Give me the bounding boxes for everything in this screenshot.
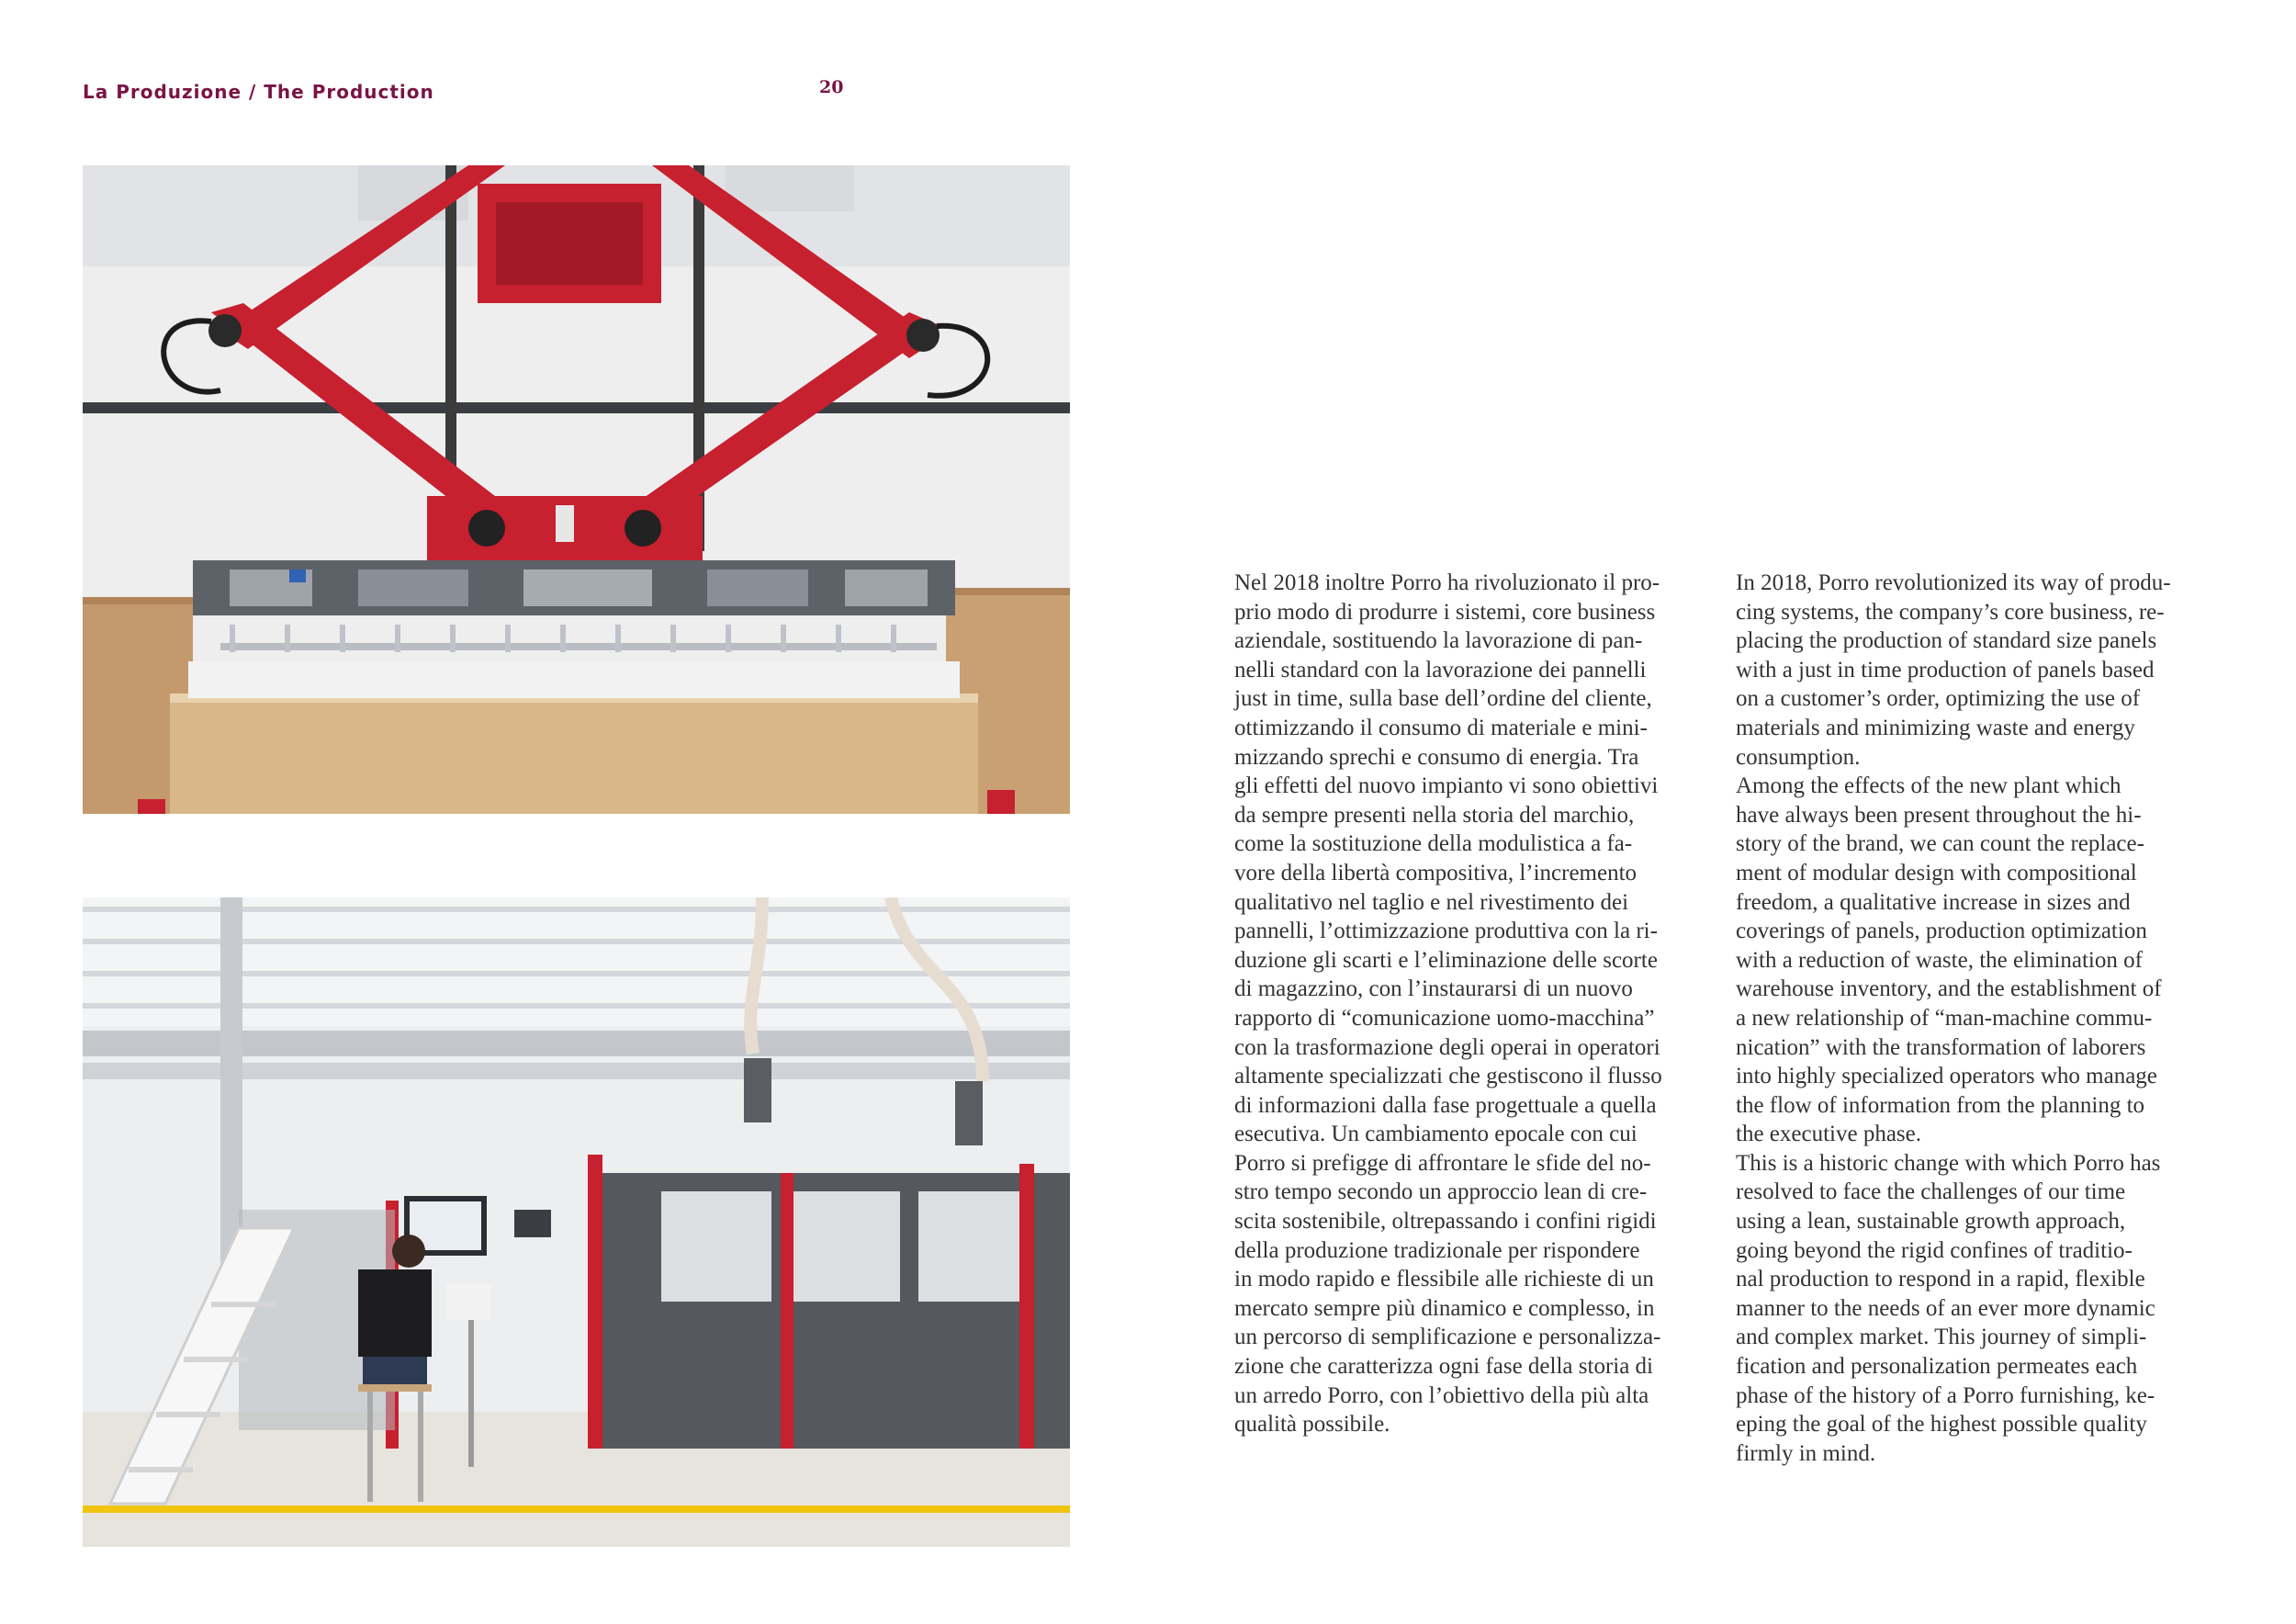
- text-line: eping the goal of the highest possible quality: [1736, 1412, 2147, 1438]
- text-line: using a lean, sustainable growth approach,: [1736, 1209, 2126, 1235]
- text-line: coverings of panels, production optimization: [1736, 919, 2147, 944]
- text-line: and complex market. This journey of simpli-: [1736, 1325, 2147, 1350]
- text-line: Among the effects of the new plant which: [1736, 773, 2122, 799]
- text-line: un arredo Porro, con l’obiettivo della più alta: [1234, 1382, 1649, 1408]
- text-line: pannelli, l’ottimizzazione produttiva con la ri-: [1234, 919, 1658, 944]
- italian-text-column: [1234, 569, 1735, 1439]
- text-line: da sempre presenti nella storia del marchio,: [1234, 802, 1635, 828]
- text-line: Nel 2018 inoltre Porro ha rivoluzionato il pro-: [1234, 570, 1660, 595]
- text-line: con la trasformazione degli operai in operatori: [1234, 1034, 1660, 1060]
- text-line: aziendale, sostituendo la lavorazione di pan-: [1234, 628, 1643, 654]
- text-line: with a just in time production of panels based: [1736, 657, 2155, 682]
- text-line: esecutiva. Un cambiamento epocale con cui: [1234, 1122, 1638, 1147]
- text-line: nication” with the transformation of laborers: [1736, 1034, 2146, 1060]
- text-line: zione che caratterizza ogni fase della storia di: [1234, 1354, 1654, 1380]
- text-line: story of the brand, we can count the replace-: [1736, 831, 2144, 857]
- text-line: della produzione tradizionale per rispondere: [1234, 1237, 1640, 1263]
- text-line: un percorso di semplificazione e personalizza-: [1234, 1325, 1661, 1350]
- text-line: fication and personalization permeates each: [1736, 1354, 2138, 1380]
- text-line: di magazzino, con l’instaurarsi di un nuovo: [1234, 976, 1633, 1002]
- text-line: cing systems, the company’s core business, re-: [1736, 599, 2165, 625]
- text-line: resolved to face the challenges of our time: [1736, 1179, 2126, 1205]
- text-line: qualità possibile.: [1234, 1412, 1390, 1438]
- text-line: phase of the history of a Porro furnishing, ke-: [1736, 1382, 2155, 1408]
- text-line: materials and minimizing waste and energy: [1736, 715, 2135, 740]
- section-title: La Produzione / The Production: [83, 81, 434, 103]
- text-line: in modo rapido e flessibile alle richieste di un: [1234, 1267, 1654, 1292]
- text-line: mercato sempre più dinamico e complesso, in: [1234, 1295, 1655, 1321]
- text-line: warehouse inventory, and the establishment of: [1736, 976, 2162, 1002]
- text-line: prio modo di produrre i sistemi, core business: [1234, 599, 1656, 625]
- text-line: gli effetti del nuovo impianto vi sono obiettivi: [1234, 773, 1659, 799]
- text-line: ment of modular design with compositional: [1736, 860, 2137, 885]
- red-scissor-lift-panel-machine-icon: [83, 165, 1070, 814]
- text-line: di informazioni dalla fase progettuale a quella: [1234, 1092, 1657, 1118]
- text-line: nelli standard con la lavorazione dei pannelli: [1234, 657, 1647, 682]
- photo-operator-workstation: [83, 897, 1070, 1547]
- text-line: qualitativo nel taglio e nel rivestimento dei: [1234, 889, 1629, 915]
- text-line: placing the production of standard size panels: [1736, 628, 2157, 654]
- text-line: have always been present throughout the hi-: [1736, 802, 2142, 828]
- text-line: freedom, a qualitative increase in sizes and: [1736, 889, 2131, 915]
- text-line: This is a historic change with which Porro has: [1736, 1150, 2161, 1176]
- text-line: going beyond the rigid confines of traditio-: [1736, 1237, 2133, 1263]
- text-line: vore della libertà compositiva, l’incremento: [1234, 860, 1638, 885]
- text-line: on a customer’s order, optimizing the use of: [1736, 686, 2141, 712]
- page-number: 20: [819, 77, 844, 97]
- text-line: In 2018, Porro revolutionized its way of produ-: [1736, 570, 2171, 595]
- text-line: scita sostenibile, oltrepassando i confini rigidi: [1234, 1209, 1657, 1235]
- text-line: the executive phase.: [1736, 1122, 1921, 1147]
- text-line: consumption.: [1736, 744, 1861, 770]
- text-line: mizzando sprechi e consumo di energia. Tra: [1234, 744, 1639, 770]
- text-line: duzione gli scarti e l’eliminazione delle scorte: [1234, 947, 1658, 973]
- text-line: ottimizzando il consumo di materiale e mini-: [1234, 715, 1648, 740]
- text-line: rapporto di “comunicazione uomo-macchina”: [1234, 1005, 1655, 1031]
- text-line: with a reduction of waste, the elimination of: [1736, 947, 2143, 973]
- text-line: into highly specialized operators who manage: [1736, 1064, 2157, 1089]
- text-line: a new relationship of “man-machine commu-: [1736, 1005, 2153, 1031]
- text-line: just in time, sulla base dell’ordine del cliente,: [1234, 686, 1652, 712]
- text-line: altamente specializzati che gestiscono il flusso: [1234, 1064, 1662, 1089]
- text-line: come la sostituzione della modulistica a fa-: [1234, 831, 1633, 857]
- text-line: manner to the needs of an ever more dynamic: [1736, 1295, 2155, 1321]
- english-text-column: [1736, 569, 2236, 1468]
- text-line: Porro si prefigge di affrontare le sfide del no-: [1234, 1150, 1651, 1176]
- operator-at-control-station-icon: [83, 897, 1070, 1547]
- text-line: nal production to respond in a rapid, flexible: [1736, 1267, 2145, 1292]
- text-line: firmly in mind.: [1736, 1440, 1876, 1466]
- text-line: stro tempo secondo un approccio lean di cre-: [1234, 1179, 1648, 1205]
- text-line: the flow of information from the planning to: [1736, 1092, 2145, 1118]
- photo-panel-lift-machine: [83, 165, 1070, 814]
